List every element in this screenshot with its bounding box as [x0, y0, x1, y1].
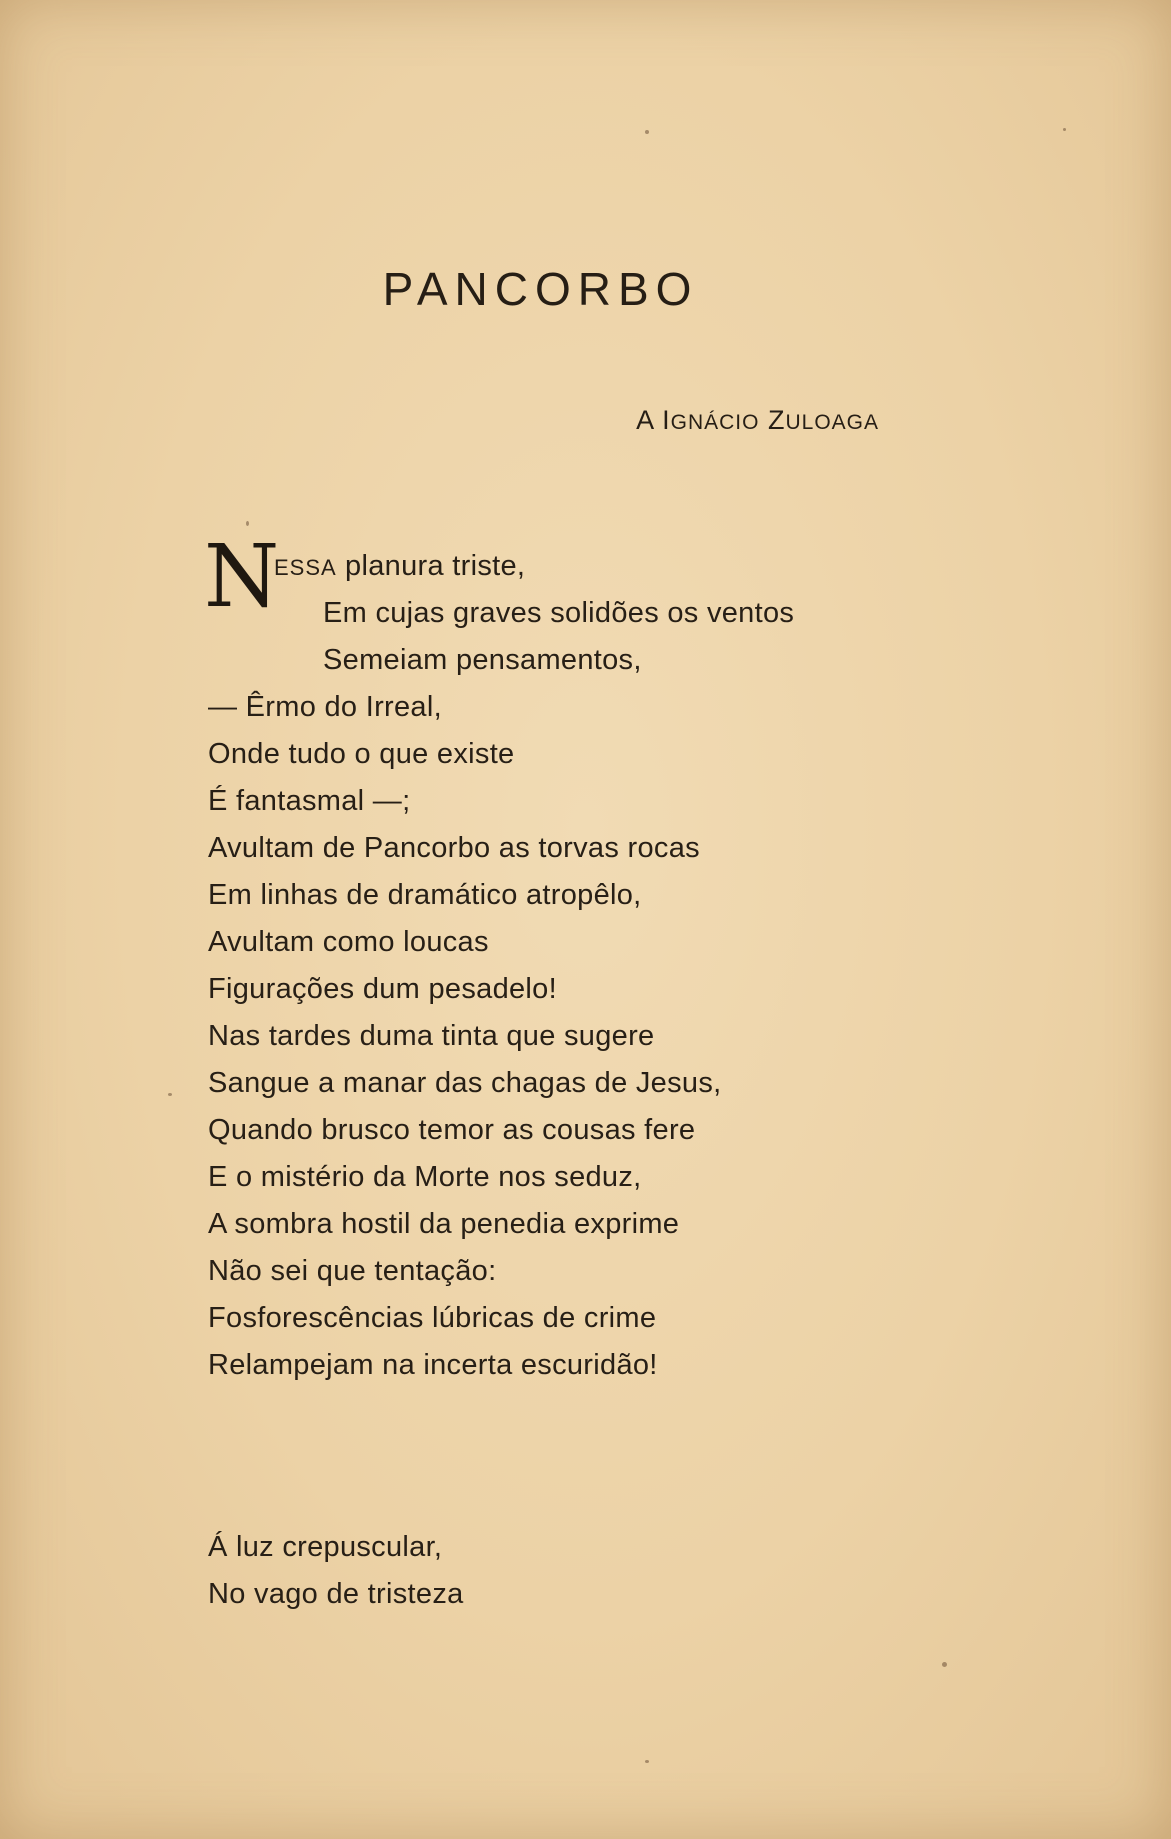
poem-line-17: Fosforescências lúbricas de crime [208, 1302, 657, 1334]
paper-speck [1063, 128, 1066, 131]
first-line-smallcaps: ESSA [274, 555, 337, 580]
poem-line-20: No vago de tristeza [208, 1578, 464, 1610]
poem-line-19: Á luz crepuscular, [208, 1531, 443, 1563]
poem-line-10: Figurações dum pesadelo! [208, 973, 557, 1005]
poem-line-2: Em cujas graves solidões os ventos [323, 597, 795, 629]
poem-line-5: Onde tudo o que existe [208, 738, 515, 770]
poem-line-14: E o mistério da Morte nos seduz, [208, 1161, 642, 1193]
poem-line-9: Avultam como loucas [208, 926, 489, 958]
paper-speck [645, 130, 649, 134]
poem-line-18: Relampejam na incerta escuridão! [208, 1349, 658, 1381]
poem-line-6: É fantasmal —; [208, 785, 411, 817]
dedication-first-rest: GNÁCIO [670, 411, 760, 434]
dedication-last-initial: Z [759, 405, 786, 435]
paper-speck [645, 1760, 649, 1763]
dedication-first-initial: I [662, 405, 671, 435]
poem-line-3: Semeiam pensamentos, [323, 644, 642, 676]
drop-cap: N [204, 527, 280, 627]
poem-line-12: Sangue a manar das chagas de Jesus, [208, 1067, 722, 1099]
poem-dedication [636, 405, 879, 436]
first-line-rest: planura triste, [336, 550, 526, 582]
poem-line-15: A sombra hostil da penedia exprime [208, 1208, 680, 1240]
dedication-last-rest: ULOAGA [785, 411, 879, 434]
poem-line-16: Não sei que tentação: [208, 1255, 497, 1287]
poem-line-1 [274, 546, 525, 588]
poem-title: PANCORBO [382, 263, 699, 315]
dedication-prefix: A [636, 405, 663, 435]
poem-line-8: Em linhas de dramático atropêlo, [208, 879, 642, 911]
poem-line-4: — Êrmo do Irreal, [208, 691, 442, 723]
poem-line-7: Avultam de Pancorbo as torvas rocas [208, 832, 700, 864]
paper-speck [246, 521, 249, 526]
paper-speck [942, 1662, 947, 1667]
paper-speck [168, 1093, 172, 1096]
poem-line-11: Nas tardes duma tinta que sugere [208, 1020, 655, 1052]
poem-line-13: Quando brusco temor as cousas fere [208, 1114, 696, 1146]
